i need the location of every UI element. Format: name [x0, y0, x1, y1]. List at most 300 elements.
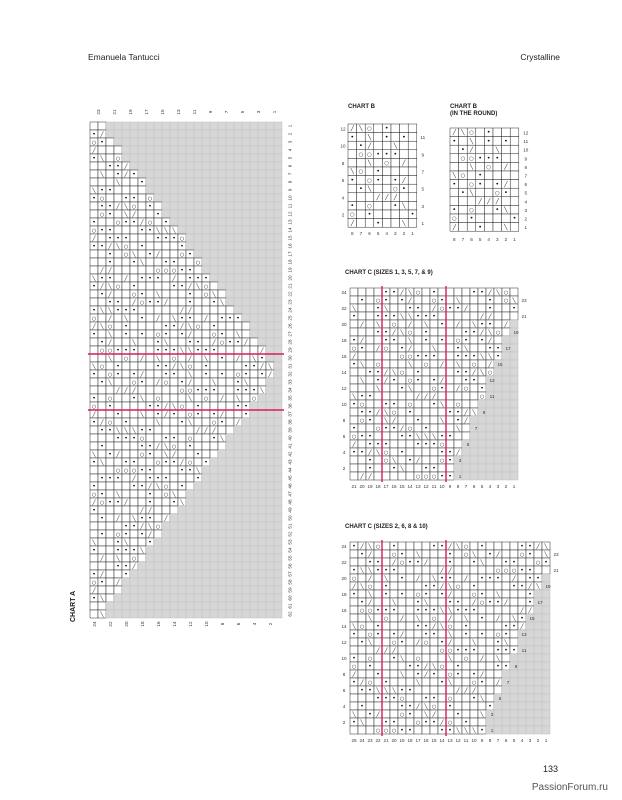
chart-a-cell: [194, 482, 202, 490]
c1-symbol: ╱: [376, 409, 380, 416]
chart-a-symbol: •: [140, 514, 144, 522]
chart-a-cell: [122, 442, 130, 450]
c2-symbol: ╱: [464, 575, 468, 582]
chart-a-cell: [106, 482, 114, 490]
c2-symbol: ○: [431, 703, 437, 710]
c2-symbol: ╱: [496, 551, 500, 558]
chart-a-cell: [226, 586, 234, 594]
chart-a-cell: [138, 250, 146, 258]
chart-b-cell: [348, 184, 357, 193]
c1-symbol: •: [472, 352, 476, 360]
chart-a-cell: [162, 154, 170, 162]
c1-cell: [510, 408, 518, 416]
chart-a-symbol: ╱: [124, 275, 128, 282]
c2-cell: [382, 542, 390, 550]
chart-a-cell: [234, 602, 242, 610]
chart-a-cell: [210, 362, 218, 370]
chart-a-cell: [218, 602, 226, 610]
chart-a-cell: [226, 410, 234, 418]
c2-cell: [502, 654, 510, 662]
c1-symbol: ╱: [360, 337, 364, 344]
chart-a-symbol: ○: [203, 283, 209, 290]
chart-b-symbol: •: [367, 210, 372, 219]
chart-a-symbol: •: [92, 458, 96, 466]
c2-cell: [366, 670, 374, 678]
c2-symbol: ╲: [392, 599, 396, 606]
c2-cell: [406, 542, 414, 550]
c2-col-number: 1: [544, 738, 548, 743]
c1-symbol: •: [440, 320, 444, 328]
c1-symbol: ╲: [496, 289, 500, 296]
chart-a-cell: [226, 218, 234, 226]
chart-a-symbol: •: [172, 322, 176, 330]
chart-a-cell: [242, 458, 250, 466]
chart-a-cell: [186, 490, 194, 498]
chart-a-symbol: •: [164, 434, 168, 442]
chart-a-cell: [266, 610, 274, 618]
c2-cell: [526, 670, 534, 678]
c1-cell: [454, 376, 462, 384]
c2-cell: [478, 646, 486, 654]
chart-a-cell: [202, 298, 210, 306]
chart-a-cell: [266, 378, 274, 386]
chart-a-cell: [218, 562, 226, 570]
chart-a-cell: [162, 602, 170, 610]
c2-cell: [430, 566, 438, 574]
c2-cell: [534, 614, 542, 622]
chart-a-cell: [178, 122, 186, 130]
c2-symbol: •: [376, 630, 380, 638]
chart-b-row-number: 9: [421, 152, 425, 158]
chart-a-cell: [122, 610, 130, 618]
c1-cell: [422, 368, 430, 376]
chart-a-cell: [274, 258, 282, 266]
chart-a-symbol: •: [100, 202, 104, 210]
chart-a-cell: [194, 578, 202, 586]
chart-a-symbol: •: [132, 170, 136, 178]
c1-row-number: 20: [341, 322, 347, 327]
chart-a-cell: [218, 570, 226, 578]
c1-cell: [446, 328, 454, 336]
chart-a-cell: [242, 290, 250, 298]
c2-symbol: •: [400, 702, 404, 710]
chart-a-cell: [170, 202, 178, 210]
chart-a-cell: [250, 498, 258, 506]
c1-symbol: ╲: [392, 457, 396, 464]
chart-a-symbol: •: [100, 426, 104, 434]
chart-a-cell: [226, 578, 234, 586]
chart-b-round-symbol: •: [503, 188, 508, 197]
c1-cell: [510, 432, 518, 440]
chart-a-cell: [146, 138, 154, 146]
chart-a-cell: [130, 490, 138, 498]
c2-symbol: ╲: [440, 623, 444, 630]
chart-a-cell: [138, 122, 146, 130]
c2-cell: [350, 646, 358, 654]
c2-symbol: •: [440, 726, 444, 734]
header-title: Crystalline: [520, 52, 560, 62]
c2-symbol: •: [368, 558, 372, 566]
chart-a-cell: [122, 410, 130, 418]
chart-a-cell: [146, 186, 154, 194]
chart-a-cell: [146, 386, 154, 394]
chart-a-cell: [194, 138, 202, 146]
c1-cell: [502, 360, 510, 368]
c2-symbol: •: [472, 694, 476, 702]
chart-b-round-symbol: •: [469, 214, 474, 223]
chart-a-cell: [210, 138, 218, 146]
chart-a-cell: [266, 138, 274, 146]
chart-b-symbol: ╱: [402, 160, 406, 167]
chart-a-cell: [218, 386, 226, 394]
chart-a-cell: [154, 178, 162, 186]
c1-cell: [486, 432, 494, 440]
chart-a-cell: [226, 378, 234, 386]
c1-cell: [478, 344, 486, 352]
chart-a-cell: [258, 122, 266, 130]
c2-symbol: •: [432, 630, 436, 638]
chart-a-symbol: •: [172, 282, 176, 290]
c2-cell: [478, 686, 486, 694]
c2-symbol: ○: [495, 631, 501, 638]
chart-a-symbol: •: [132, 546, 136, 554]
chart-a-symbol: ╲: [244, 379, 248, 386]
chart-a-symbol: ╱: [132, 211, 136, 218]
c2-cell: [350, 638, 358, 646]
chart-a-cell: [210, 570, 218, 578]
chart-a-cell: [210, 146, 218, 154]
chart-a-symbol: •: [132, 282, 136, 290]
chart-b-cell: [382, 201, 391, 210]
chart-b-symbol: ╲: [367, 160, 372, 167]
chart-a-cell: [114, 586, 122, 594]
c2-symbol: •: [376, 606, 380, 614]
chart-b-round-col-number: 8: [453, 237, 456, 243]
chart-a-cell: [154, 498, 162, 506]
chart-a-cell: [122, 514, 130, 522]
c1-cell: [502, 432, 510, 440]
chart-a-symbol: •: [164, 330, 168, 338]
chart-a-cell: [250, 426, 258, 434]
chart-a-cell: [202, 258, 210, 266]
c1-cell: [478, 376, 486, 384]
c2-symbol: ╱: [392, 647, 396, 654]
c1-row-number: 6: [342, 434, 346, 439]
c2-symbol: •: [440, 590, 444, 598]
c2-cell: [486, 670, 494, 678]
c2-symbol: •: [464, 718, 468, 726]
chart-a-cell: [250, 482, 258, 490]
c1-symbol: ╱: [392, 329, 396, 336]
c1-cell: [502, 416, 510, 424]
c1-cell: [470, 400, 478, 408]
chart-a-cell: [114, 402, 122, 410]
chart-a-cell: [122, 258, 130, 266]
c2-cell: [518, 710, 526, 718]
chart-a-symbol: •: [124, 322, 128, 330]
chart-b-cell: [391, 167, 400, 176]
chart-a-cell: [170, 514, 178, 522]
chart-b-symbol: •: [384, 149, 389, 158]
chart-a-symbol: ○: [115, 219, 121, 226]
c2-symbol: •: [496, 646, 500, 654]
chart-a-cell: [250, 586, 258, 594]
c1-col-number: 16: [391, 484, 397, 489]
chart-a-cell: [194, 434, 202, 442]
c2-symbol: •: [432, 718, 436, 726]
chart-b-round-symbol: ╱: [504, 164, 508, 171]
c2-symbol: •: [352, 566, 356, 574]
chart-b-cell: [382, 176, 391, 185]
chart-a-cell: [138, 498, 146, 506]
chart-a-cell: [162, 162, 170, 170]
c2-symbol: •: [400, 638, 404, 646]
c2-symbol: ○: [399, 695, 405, 702]
c1-cell: [366, 384, 374, 392]
c2-cell: [518, 654, 526, 662]
chart-a-row-number: 39: [287, 427, 293, 433]
header-author: Emanuela Tantucci: [88, 52, 160, 62]
chart-a-cell: [250, 338, 258, 346]
chart-a-symbol: ╱: [244, 339, 248, 346]
chart-a-cell: [210, 522, 218, 530]
chart-b-round-row-number: 11: [523, 139, 529, 145]
chart-a-col-number: 11: [192, 109, 197, 115]
c2-cell: [462, 582, 470, 590]
c2-cell: [470, 630, 478, 638]
chart-b-round-row-number: 10: [523, 147, 529, 153]
chart-a-cell: [194, 290, 202, 298]
chart-a-symbol: •: [172, 234, 176, 242]
chart-a-cell: [130, 242, 138, 250]
c2-cell: [430, 654, 438, 662]
chart-a-symbol: •: [108, 258, 112, 266]
c1-symbol: •: [424, 328, 428, 336]
c2-cell: [358, 670, 366, 678]
chart-a-cell: [186, 402, 194, 410]
c1-row-number: 14: [341, 370, 347, 375]
chart-a-symbol: •: [148, 250, 152, 258]
c1-cell: [502, 352, 510, 360]
c2-symbol: •: [376, 566, 380, 574]
chart-b-round-cell: [450, 188, 459, 197]
c1-cell: [462, 320, 470, 328]
c2-symbol: ╱: [416, 703, 420, 710]
chart-a-cell: [170, 218, 178, 226]
chart-b-symbol: •: [393, 201, 398, 210]
c1-symbol: •: [432, 288, 436, 296]
c1-symbol: ╲: [400, 329, 404, 336]
chart-a-cell: [258, 378, 266, 386]
chart-a-symbol: ○: [115, 531, 121, 538]
c1-cell: [462, 400, 470, 408]
c1-symbol: ╲: [384, 305, 388, 312]
c1-cell: [446, 352, 454, 360]
chart-b-row-number: 5: [421, 186, 425, 192]
chart-a-row-number: 26: [287, 323, 293, 329]
c2-cell: [494, 670, 502, 678]
c1-col-number: 9: [448, 484, 452, 489]
chart-a-cell: [138, 162, 146, 170]
chart-a-cell: [258, 522, 266, 530]
chart-a-cell: [202, 586, 210, 594]
c2-cell: [438, 710, 446, 718]
chart-a-cell: [258, 306, 266, 314]
c2-row-number: 2: [342, 720, 346, 725]
c1-symbol: ╱: [440, 361, 444, 368]
c2-cell: [366, 718, 374, 726]
c1-cell: [510, 456, 518, 464]
chart-a-row-number: 42: [287, 451, 293, 457]
chart-a-symbol: •: [148, 498, 152, 506]
chart-a-cell: [170, 306, 178, 314]
c1-cell: [374, 392, 382, 400]
chart-a-cell: [146, 338, 154, 346]
chart-a-cell: [250, 610, 258, 618]
c2-cell: [542, 694, 550, 702]
chart-a-cell: [274, 354, 282, 362]
chart-b-round-symbol: ○: [469, 155, 474, 162]
c2-symbol: •: [416, 598, 420, 606]
chart-b-round-symbol: ╲: [504, 224, 508, 231]
c1-cell: [470, 336, 478, 344]
chart-b-symbol: ╱: [376, 194, 380, 201]
chart-a-symbol: •: [124, 530, 128, 538]
c1-symbol: •: [472, 376, 476, 384]
chart-a-cell: [130, 354, 138, 362]
c2-cell: [350, 702, 358, 710]
chart-a-row-number: 20: [287, 275, 293, 281]
c1-symbol: •: [456, 416, 460, 424]
chart-a-symbol: ○: [139, 435, 145, 442]
c1-symbol: ○: [439, 441, 445, 448]
chart-a-cell: [186, 162, 194, 170]
chart-a-cell: [266, 178, 274, 186]
chart-a-cell: [138, 418, 146, 426]
chart-a-cell: [106, 578, 114, 586]
c2-col-number: 23: [367, 738, 373, 743]
c1-row-number: 13: [489, 378, 495, 383]
chart-a-cell: [98, 482, 106, 490]
c1-cell: [422, 408, 430, 416]
chart-a-cell: [194, 490, 202, 498]
c1-cell: [350, 384, 358, 392]
c1-row-number: 22: [341, 306, 347, 311]
chart-b-cell: [365, 219, 374, 228]
chart-a-cell: [122, 186, 130, 194]
chart-a-symbol: ╲: [124, 203, 128, 210]
c1-cell: [478, 400, 486, 408]
chart-a-cell: [178, 442, 186, 450]
c2-cell: [430, 638, 438, 646]
c2-symbol: •: [384, 590, 388, 598]
chart-a-symbol: ╲: [132, 251, 136, 258]
chart-a-symbol: ╲: [268, 363, 272, 370]
chart-a-cell: [114, 322, 122, 330]
c2-symbol: ○: [439, 647, 445, 654]
c1-cell: [414, 320, 422, 328]
c1-cell: [406, 448, 414, 456]
chart-a-cell: [266, 234, 274, 242]
c1-cell: [350, 288, 358, 296]
chart-a-cell: [106, 570, 114, 578]
c2-cell: [414, 646, 422, 654]
chart-a-symbol: ╲: [124, 539, 128, 546]
c1-cell: [350, 464, 358, 472]
chart-a-cell: [218, 170, 226, 178]
c1-symbol: ○: [359, 417, 365, 424]
chart-b-cell: [348, 193, 357, 202]
c2-cell: [430, 558, 438, 566]
chart-a-symbol: ╲: [164, 339, 168, 346]
c1-cell: [470, 472, 478, 480]
chart-a-cell: [202, 610, 210, 618]
chart-a-symbol: •: [196, 274, 200, 282]
c1-col-number: 15: [399, 484, 405, 489]
chart-a-cell: [194, 546, 202, 554]
chart-a-symbol: ○: [187, 411, 193, 418]
chart-a-cell: [226, 426, 234, 434]
chart-a-cell: [266, 594, 274, 602]
c1-symbol: ○: [351, 433, 357, 440]
c2-symbol: ○: [447, 647, 453, 654]
chart-a-row-number: 29: [287, 347, 293, 353]
c1-col-number: 18: [375, 484, 381, 489]
c1-cell: [398, 408, 406, 416]
c2-cell: [486, 614, 494, 622]
c1-cell: [390, 352, 398, 360]
chart-a-symbol: ○: [131, 203, 137, 210]
c2-cell: [438, 670, 446, 678]
c2-cell: [526, 678, 534, 686]
c1-cell: [510, 344, 518, 352]
c1-symbol: •: [432, 400, 436, 408]
c1-cell: [486, 456, 494, 464]
chart-b-symbol: •: [350, 175, 355, 184]
c2-cell: [374, 574, 382, 582]
chart-a-cell: [178, 194, 186, 202]
chart-a-symbol: ╱: [92, 323, 96, 330]
chart-a-cell: [154, 594, 162, 602]
chart-a-cell: [194, 522, 202, 530]
c2-symbol: ○: [463, 551, 469, 558]
c1-symbol: ○: [423, 473, 429, 480]
chart-a-symbol: ╲: [100, 595, 104, 602]
c1-cell: [502, 400, 510, 408]
c2-cell: [438, 654, 446, 662]
chart-a-cell: [258, 274, 266, 282]
c1-cell: [486, 384, 494, 392]
chart-a-symbol: ○: [211, 419, 217, 426]
c2-row-number: 16: [341, 608, 347, 613]
c2-cell: [374, 598, 382, 606]
c2-symbol: ╲: [536, 583, 540, 590]
chart-a-cell: [170, 482, 178, 490]
chart-a-row-number: 2: [287, 132, 293, 136]
c1-col-number: 11: [431, 484, 437, 489]
c2-cell: [422, 678, 430, 686]
chart-b-round-cell: [459, 223, 468, 232]
chart-a-cell: [250, 442, 258, 450]
c2-symbol: •: [496, 638, 500, 646]
chart-a-cell: [146, 586, 154, 594]
chart-a-cell: [154, 538, 162, 546]
chart-a-cell: [186, 546, 194, 554]
chart-a-cell: [130, 266, 138, 274]
chart-a-cell: [266, 154, 274, 162]
chart-a-cell: [266, 578, 274, 586]
c1-cell: [494, 456, 502, 464]
